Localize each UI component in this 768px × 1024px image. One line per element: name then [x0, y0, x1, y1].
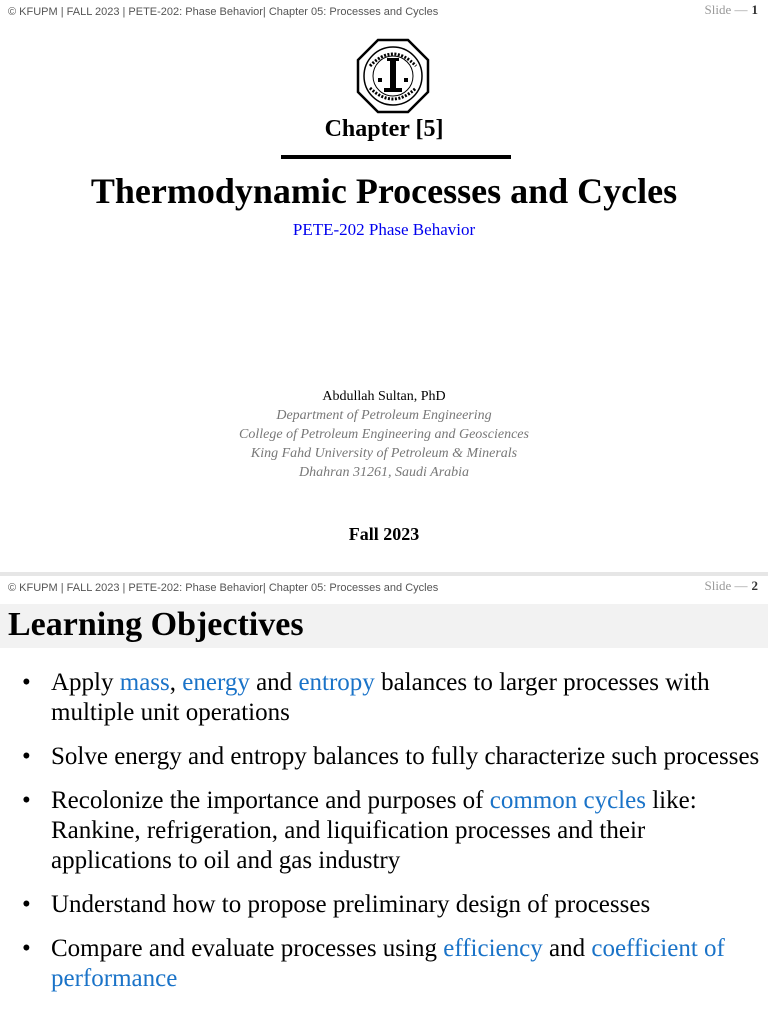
slide-learning-objectives: [0, 576, 768, 1024]
affiliation-line: Department of Petroleum Engineering: [276, 408, 492, 423]
list-item: [22, 668, 762, 728]
highlight-term: coefficient of performance: [51, 935, 725, 992]
bullet-marker: •: [22, 935, 31, 962]
chapter-underline: [281, 155, 511, 159]
bullet-text: and: [542, 935, 592, 962]
highlight-term: mass: [119, 669, 170, 696]
slide-header: © KFUPM | FALL 2023 | PETE-202: Phase Behavior| Chapter 05: Processes and Cycles: [8, 582, 439, 594]
slide-number: 1: [751, 2, 758, 17]
affiliation-line: King Fahd University of Petroleum & Minerals: [250, 446, 518, 461]
course-subtitle: PETE-202 Phase Behavior: [292, 220, 476, 239]
kfupm-seal-icon: [356, 38, 430, 114]
objectives-list: [22, 668, 762, 1008]
affiliation-line: College of Petroleum Engineering and Geosciences: [239, 427, 529, 442]
bullet-marker: •: [22, 743, 31, 770]
slide-number: 2: [751, 578, 758, 593]
bullet-text: ,: [169, 669, 183, 696]
slide-label: Slide —: [704, 578, 748, 593]
term-label: Fall 2023: [348, 524, 420, 544]
highlight-term: common cycles: [489, 787, 646, 814]
slide-label: Slide —: [704, 2, 748, 17]
highlight-term: efficiency: [443, 935, 543, 962]
slide-number-label: [705, 2, 758, 18]
affiliation-line: Dhahran 31261, Saudi Arabia: [298, 465, 470, 480]
list-item: [22, 742, 762, 772]
slide-header: © KFUPM | FALL 2023 | PETE-202: Phase Behavior| Chapter 05: Processes and Cycles: [8, 6, 439, 18]
section-title: Learning Objectives: [8, 606, 304, 643]
list-item: [22, 934, 762, 994]
bullet-text: like: Rankine, refrigeration, and liquification processes and their applications to oil and gas industry: [51, 787, 697, 874]
highlight-term: energy: [182, 669, 250, 696]
bullet-text: Solve energy and entropy balances to fully characterize such processes: [51, 743, 760, 770]
list-item: [22, 786, 762, 876]
bullet-text: Compare and evaluate processes using: [51, 935, 444, 962]
bullet-marker: •: [22, 891, 31, 918]
bullet-text: balances to larger processes with multiple unit operations: [51, 669, 710, 726]
bullet-text: Understand how to propose preliminary design of processes: [51, 891, 651, 918]
bullet-text: Apply: [51, 669, 120, 696]
author-name: Abdullah Sultan, PhD: [322, 389, 446, 404]
bullet-text: and: [249, 669, 299, 696]
slide-number-label: [705, 578, 758, 594]
bullet-marker: •: [22, 669, 31, 696]
bullet-text: Recolonize the importance and purposes of: [51, 787, 490, 814]
chapter-heading: Chapter [5]: [324, 116, 444, 142]
slide-title-text: Thermodynamic Processes and Cycles: [90, 171, 678, 211]
bullet-marker: •: [22, 787, 31, 814]
list-item: [22, 890, 762, 920]
highlight-term: entropy: [298, 669, 375, 696]
